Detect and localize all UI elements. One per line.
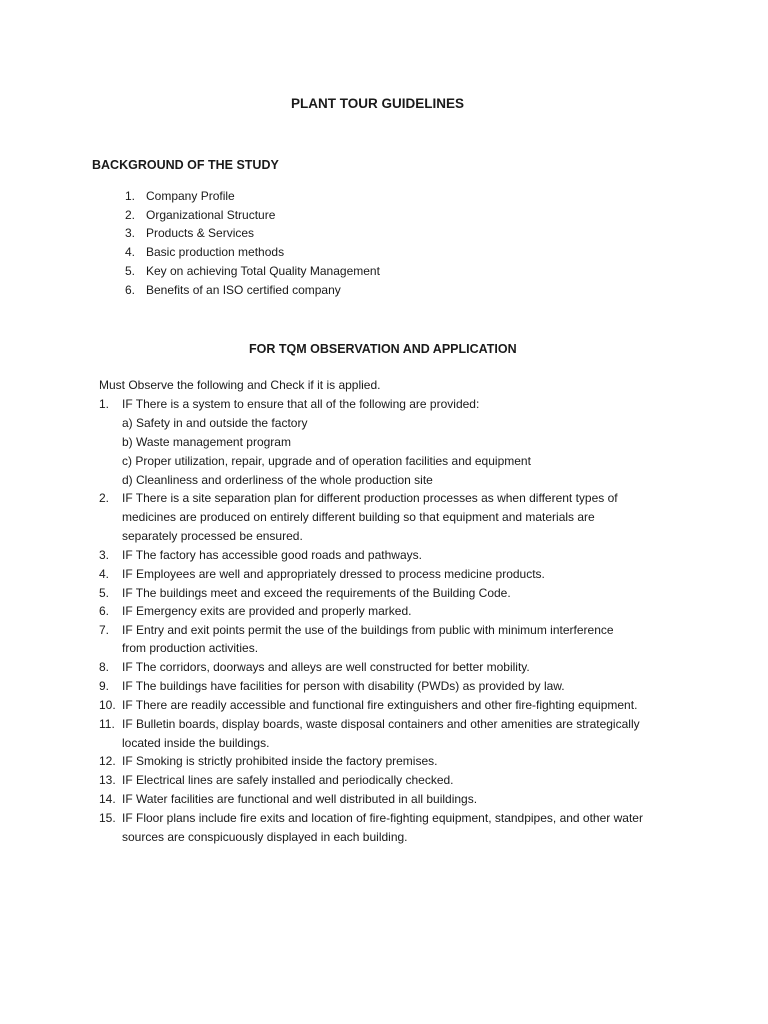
checklist-number: 14.: [99, 792, 116, 806]
checklist-text: IF The factory has accessible good roads and pathways.: [122, 548, 422, 562]
list-item: [112, 190, 235, 202]
checklist-text: IF There is a system to ensure that all of the following are provided:: [122, 397, 480, 411]
checklist-text: located inside the buildings.: [122, 736, 270, 750]
checklist-number: 8.: [99, 660, 110, 674]
checklist-number: 1.: [99, 397, 110, 411]
item-text: Benefits of an ISO certified company: [146, 283, 341, 297]
tqm-heading: FOR TQM OBSERVATION AND APPLICATION: [249, 342, 517, 356]
item-number: 3.: [124, 226, 135, 240]
checklist-text: medicines are produced on entirely different building so that equipment and materials are: [122, 510, 595, 524]
checklist-text: IF The buildings have facilities for person with disability (PWDs) as provided by law.: [122, 679, 565, 693]
sub-item: b) Waste management program: [122, 435, 291, 449]
list-item: [112, 246, 284, 258]
checklist-text: IF Bulletin boards, display boards, waste disposal containers and other amenities are strategically: [122, 717, 640, 731]
checklist-number: 12.: [99, 754, 116, 768]
checklist-text: IF Employees are well and appropriately dressed to process medicine products.: [122, 567, 545, 581]
item-number: 4.: [124, 245, 135, 259]
list-item: [112, 284, 341, 296]
item-text: Company Profile: [146, 189, 235, 203]
checklist-number: 10.: [99, 698, 116, 712]
sub-item: c) Proper utilization, repair, upgrade and of operation facilities and equipment: [122, 454, 531, 468]
list-item: [112, 227, 254, 239]
list-item: [112, 265, 380, 277]
checklist-text: IF There are readily accessible and functional fire extinguishers and other fire-fighting equipment.: [122, 698, 638, 712]
item-text: Organizational Structure: [146, 208, 276, 222]
checklist-number: 4.: [99, 567, 110, 581]
checklist-number: 11.: [99, 717, 115, 731]
sub-item: a) Safety in and outside the factory: [122, 416, 308, 430]
checklist-number: 6.: [99, 604, 110, 618]
checklist-text: IF Water facilities are functional and well distributed in all buildings.: [122, 792, 478, 806]
intro-text: Must Observe the following and Check if it is applied.: [99, 378, 381, 392]
checklist-text: IF Electrical lines are safely installed and periodically checked.: [122, 773, 454, 787]
checklist-text: IF Smoking is strictly prohibited inside the factory premises.: [122, 754, 438, 768]
checklist-number: 13.: [99, 773, 116, 787]
checklist-number: 7.: [99, 623, 110, 637]
sub-item: d) Cleanliness and orderliness of the whole production site: [122, 473, 433, 487]
item-number: 1.: [124, 189, 135, 203]
checklist-text: IF The corridors, doorways and alleys are well constructed for better mobility.: [122, 660, 530, 674]
item-text: Basic production methods: [146, 245, 285, 259]
item-text: Key on achieving Total Quality Management: [146, 264, 380, 278]
checklist-number: 9.: [99, 679, 110, 693]
item-text: Products & Services: [146, 226, 255, 240]
checklist-number: 5.: [99, 586, 110, 600]
checklist-text: IF Entry and exit points permit the use of the buildings from public with minimum interference: [122, 623, 614, 637]
checklist-number: 15.: [99, 811, 116, 825]
item-number: 5.: [124, 264, 135, 278]
background-heading: BACKGROUND OF THE STUDY: [92, 158, 279, 172]
item-number: 2.: [124, 208, 135, 222]
checklist-number: 3.: [99, 548, 110, 562]
item-number: 6.: [124, 283, 135, 297]
checklist-text: from production activities.: [122, 641, 259, 655]
checklist-text: sources are conspicuously displayed in each building.: [122, 830, 408, 844]
checklist-text: IF Floor plans include fire exits and location of fire-fighting equipment, standpipes, and other water: [122, 811, 643, 825]
checklist-text: separately processed be ensured.: [122, 529, 303, 543]
list-item: [112, 209, 275, 221]
checklist-number: 2.: [99, 491, 110, 505]
document-title: PLANT TOUR GUIDELINES: [291, 96, 465, 111]
checklist-text: IF The buildings meet and exceed the requirements of the Building Code.: [122, 586, 511, 600]
checklist-text: IF Emergency exits are provided and properly marked.: [122, 604, 412, 618]
checklist-text: IF There is a site separation plan for different production processes as when different types of: [122, 491, 618, 505]
